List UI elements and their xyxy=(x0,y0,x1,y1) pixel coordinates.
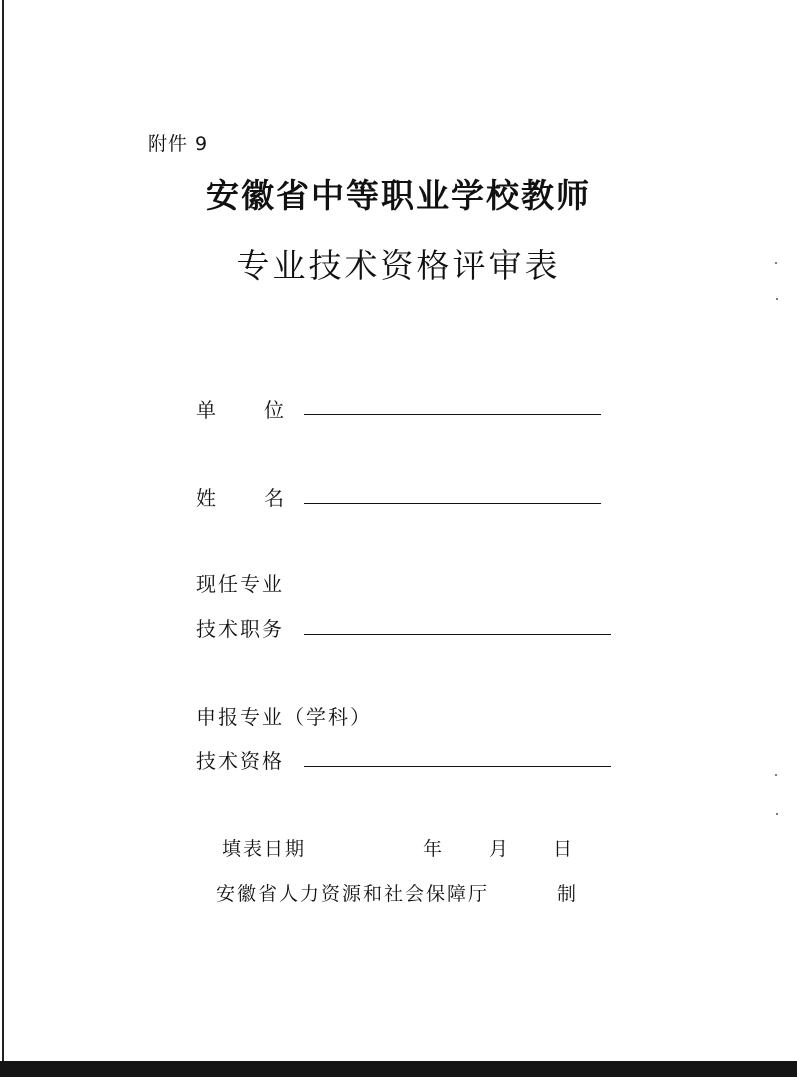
fill-date-year: 年 xyxy=(423,838,445,860)
current-post-label-line1: 现任专业 xyxy=(196,572,284,596)
name-label-char1: 姓 xyxy=(196,486,216,510)
apply-qualification-field[interactable] xyxy=(304,766,611,767)
fill-date-label: 填表日期 xyxy=(222,838,307,860)
name-field[interactable] xyxy=(304,503,601,504)
name-label xyxy=(196,482,284,511)
scan-speck xyxy=(776,298,778,300)
current-post-field[interactable] xyxy=(304,634,611,635)
apply-qualification-label-line2: 技术资格 xyxy=(196,749,284,773)
scan-speck xyxy=(776,813,778,815)
unit-label-char2: 位 xyxy=(264,398,284,422)
form-subtitle: 专业技术资格评审表 xyxy=(236,246,561,285)
unit-label xyxy=(196,394,284,423)
issuer-made: 制 xyxy=(557,883,579,905)
current-post-label-line2: 技术职务 xyxy=(196,617,284,641)
scan-left-edge xyxy=(2,0,4,1077)
apply-qualification-label-line1: 申报专业（学科） xyxy=(196,705,372,729)
fill-date-day: 日 xyxy=(553,838,575,860)
scan-bottom-edge xyxy=(0,1061,797,1077)
issuer-name: 安徽省人力资源和社会保障厅 xyxy=(216,883,490,905)
unit-label-char1: 单 xyxy=(196,398,216,422)
attachment-label: 附件 9 xyxy=(148,133,209,155)
scan-speck xyxy=(775,774,777,776)
name-label-char2: 名 xyxy=(264,486,284,510)
form-title: 安徽省中等职业学校教师 xyxy=(206,176,591,215)
unit-field[interactable] xyxy=(304,414,601,415)
fill-date-month: 月 xyxy=(489,838,511,860)
